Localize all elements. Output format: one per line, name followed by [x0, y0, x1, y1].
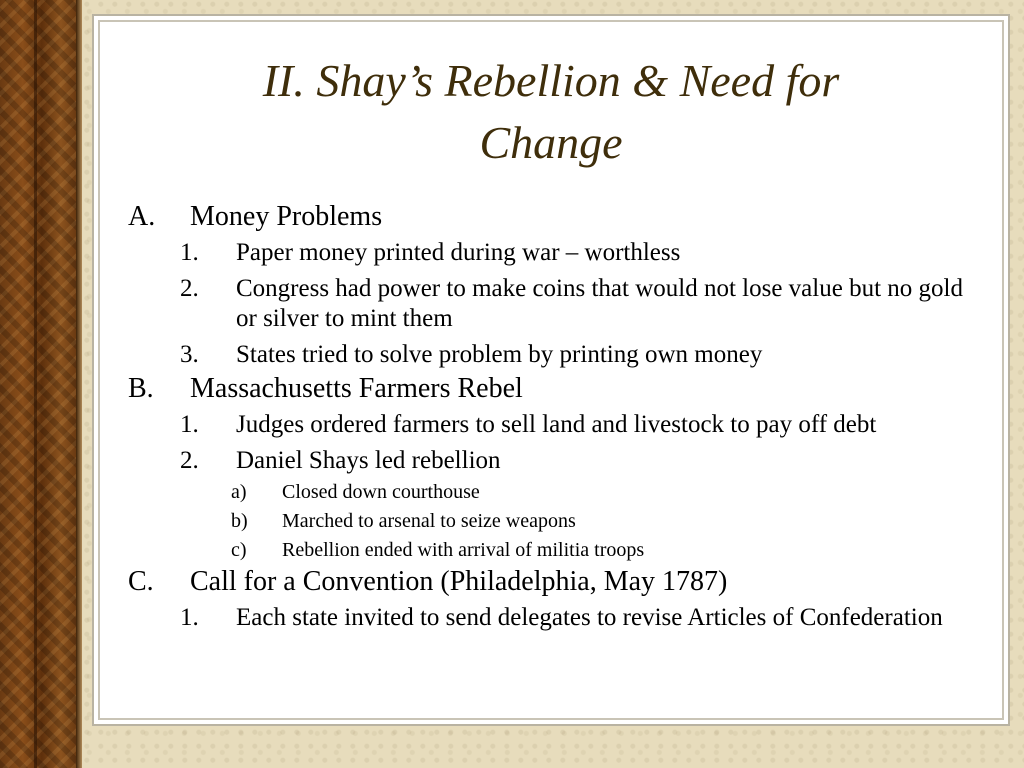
- sub-item-text: Marched to arsenal to seize weapons: [282, 510, 576, 532]
- outline-section-b: [128, 374, 988, 404]
- slide-title: [100, 50, 1002, 174]
- decorative-wood-strip: [0, 0, 76, 768]
- item-text: Paper money printed during war – worthless: [236, 239, 681, 266]
- item-marker: 1.: [180, 411, 199, 438]
- item-marker: 3.: [180, 341, 199, 368]
- sub-list-item: [128, 508, 988, 534]
- section-marker: B.: [128, 373, 154, 404]
- slide-panel: [100, 22, 1002, 718]
- item-marker: 2.: [180, 275, 199, 302]
- list-item: [128, 410, 988, 440]
- section-heading: Money Problems: [190, 201, 383, 232]
- outline-content: [128, 198, 988, 633]
- sub-item-marker: a): [231, 481, 247, 503]
- outline-section-c: [128, 567, 988, 597]
- list-item: [128, 274, 988, 334]
- list-item: [128, 238, 988, 268]
- item-text: Each state invited to send delegates to revise Articles of Confederation: [236, 604, 943, 631]
- list-item: [128, 603, 988, 633]
- item-marker: 1.: [180, 239, 199, 266]
- section-marker: A.: [128, 201, 156, 232]
- sub-item-marker: c): [231, 539, 247, 561]
- sub-list-item: [128, 479, 988, 505]
- item-marker: 1.: [180, 604, 199, 631]
- item-text: Congress had power to make coins that would not lose value but no gold or silver to mint them: [236, 275, 963, 332]
- section-heading: Call for a Convention (Philadelphia, May 1787): [190, 566, 728, 597]
- item-text: Daniel Shays led rebellion: [236, 447, 501, 474]
- sub-item-marker: b): [231, 510, 248, 532]
- strip-edge: [76, 0, 82, 768]
- item-marker: 2.: [180, 447, 199, 474]
- section-heading: Massachusetts Farmers Rebel: [190, 373, 523, 404]
- item-text: Judges ordered farmers to sell land and livestock to pay off debt: [236, 411, 877, 438]
- item-text: States tried to solve problem by printing own money: [236, 341, 763, 368]
- sub-item-text: Rebellion ended with arrival of militia troops: [282, 539, 645, 561]
- slide-title-line2: Change: [479, 117, 623, 168]
- outline-section-a: [128, 202, 988, 232]
- slide-title-line1: II. Shay’s Rebellion & Need for: [262, 55, 840, 106]
- sub-item-text: Closed down courthouse: [282, 481, 480, 503]
- section-marker: C.: [128, 566, 154, 597]
- list-item: [128, 446, 988, 476]
- sub-list-item: [128, 537, 988, 563]
- list-item: [128, 340, 988, 370]
